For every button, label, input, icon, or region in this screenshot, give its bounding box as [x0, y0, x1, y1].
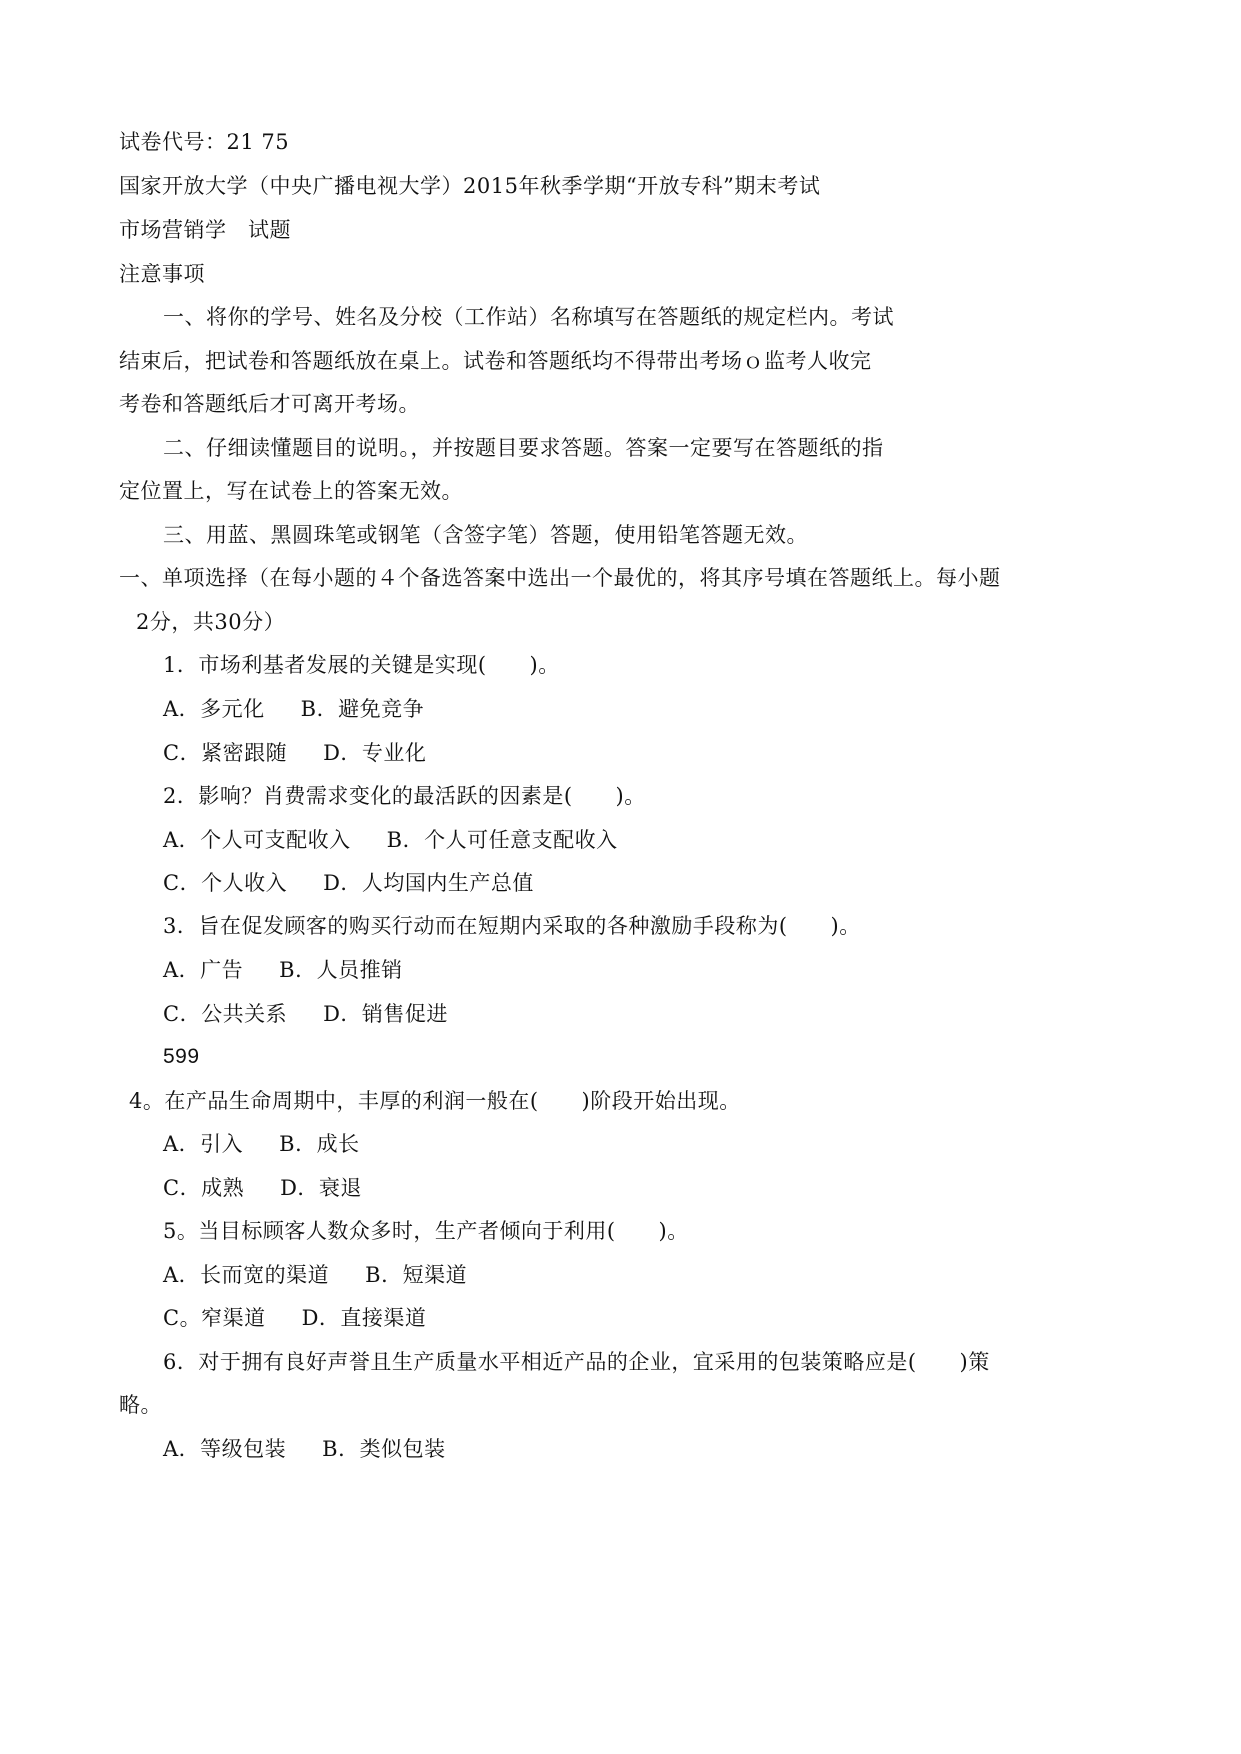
institution-title: 国家开放大学（中央广播电视大学）2015年秋季学期“开放专科”期末考试: [119, 174, 821, 198]
option-c: C。窄渠道: [163, 1306, 266, 1330]
option-a: A．广告: [163, 958, 244, 982]
question-stem: 4。在产品生命周期中，丰厚的利润一般在( )阶段开始出现。: [129, 1089, 741, 1113]
option-row: [163, 739, 426, 767]
option-c: C．公共关系: [163, 1002, 288, 1026]
option-a: A．引入: [163, 1132, 244, 1156]
option-row: [163, 869, 534, 897]
option-b: B．短渠道: [365, 1263, 468, 1287]
option-a: A．多元化: [163, 697, 265, 721]
section-title: 一、单项选择（在每小题的４个备选答案中选出一个最优的，将其序号填在答题纸上。每小题: [119, 566, 1001, 590]
option-row: [163, 1000, 448, 1028]
option-d: D．专业化: [323, 741, 427, 765]
option-row: [163, 1174, 362, 1202]
option-row: [163, 826, 618, 854]
note-line: 考卷和答题纸后才可离开考场。: [119, 392, 420, 416]
exam-code: 试卷代号：21 75: [119, 130, 290, 154]
option-c: C．成熟: [163, 1176, 245, 1200]
note-line: 二、仔细读懂题目的说明。，并按题目要求答题。答案一定要写在答题纸的指: [163, 436, 884, 460]
option-b: B．类似包装: [322, 1437, 446, 1461]
option-row: [163, 1130, 360, 1158]
option-d: D．人均国内生产总值: [323, 871, 534, 895]
option-d: D．直接渠道: [301, 1306, 427, 1330]
option-a: A．个人可支配收入: [163, 828, 351, 852]
question-stem: 3．旨在促发顾客的购买行动而在短期内采取的各种激励手段称为( )。: [163, 914, 861, 938]
option-a: A．长而宽的渠道: [163, 1263, 330, 1287]
page-number: 599: [163, 1045, 200, 1068]
option-row: [163, 1304, 426, 1332]
option-b: B．避免竞争: [300, 697, 425, 721]
note-line: 三、用蓝、黑圆珠笔或钢笔（含签字笔）答题，使用铅笔答题无效。: [163, 523, 808, 547]
note-line: 一、将你的学号、姓名及分校（工作站）名称填写在答题纸的规定栏内。考试: [163, 305, 894, 329]
option-d: D．销售促进: [323, 1002, 448, 1026]
option-c: C．个人收入: [163, 871, 288, 895]
notes-title: 注意事项: [119, 262, 205, 286]
option-row: [163, 695, 424, 723]
option-a: A．等级包装: [163, 1437, 287, 1461]
option-c: C．紧密跟随: [163, 741, 288, 765]
note-line: 结束后，把试卷和答题纸放在桌上。试卷和答题纸均不得带出考场ｏ监考人收完: [119, 349, 872, 373]
option-d: D．衰退: [280, 1176, 362, 1200]
question-stem-cont: 略。: [119, 1393, 162, 1417]
subject-title: 市场营销学 试题: [119, 218, 291, 242]
option-b: B．成长: [279, 1132, 360, 1156]
question-stem: 1．市场利基者发展的关键是实现( )。: [163, 653, 560, 677]
question-stem: 2．影响？肖费需求变化的最活跃的因素是( )。: [163, 784, 646, 808]
question-stem: 6．对于拥有良好声誉且生产质量水平相近产品的企业，宜采用的包装策略应是( )策: [163, 1350, 990, 1374]
option-row: [163, 1435, 446, 1463]
option-b: B．人员推销: [279, 958, 403, 982]
option-row: [163, 1261, 467, 1289]
option-b: B．个人可任意支配收入: [386, 828, 618, 852]
option-row: [163, 956, 403, 984]
question-stem: 5。当目标顾客人数众多时，生产者倾向于利用( )。: [163, 1219, 689, 1243]
note-line: 定位置上，写在试卷上的答案无效。: [119, 479, 463, 503]
section-title-cont: 2分，共30分）: [136, 610, 286, 634]
